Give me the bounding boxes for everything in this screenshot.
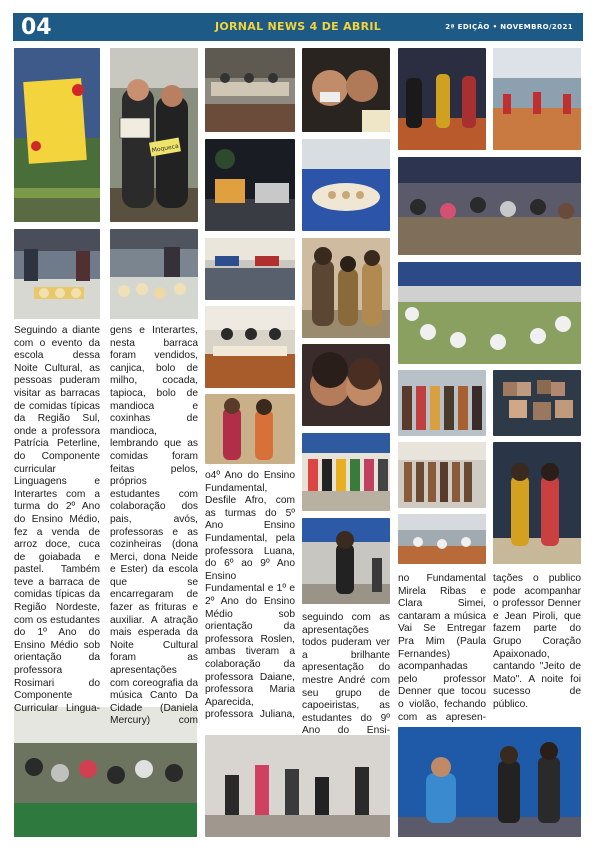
photo-food-stall-2 [110,229,198,319]
photo-bottom-singers [398,727,581,837]
photo-afro-group-1 [398,370,486,436]
article-column-3 [205,470,295,722]
photo-gym-small [398,514,486,564]
article-column-4 [302,612,390,738]
photo-two-women-sign [110,48,198,222]
page-header [13,13,583,41]
journal-title: JORNAL NEWS 4 DE ABRIL [214,20,382,33]
photo-audience-hall [205,238,295,300]
article-text-2: gens e Interartes, nesta barraca foram vendidos, canjica, bolo de milho, cocada, tapioca, bolo de mandioca e coxinhas de mandioca, lembrando que as comidas foram feitas pelos, próprios estudantes com colaboração dos pais, avós, professoras e as cozinheiras (dona Merci, dona Neide e Ester) da escola que se encarregaram de fazer as frituras e auxiliar. A atração mais esperada da Noite Cultural foram as apresentações com coreografia da música Canto Da Cidade (Daniela Mercury) com [110,325,198,727]
article-column-5 [398,573,486,724]
photo-yellow-poster [14,48,100,222]
photo-audience-wide [398,157,581,255]
photo-costumed-dancers [302,238,390,338]
photo-girls-selfie [302,48,390,132]
photo-food-trays [302,139,390,231]
photo-food-stall-1 [14,229,100,319]
photo-singer-stage [302,518,390,604]
article-text-6: tações o publico pode acompanhar o professor Denner e Jean Piroli, que fazem parte do Grupo Coração Apaixonado, cantando "Jeito de Mato". A noite foi sucesso de público. [493,573,581,710]
photo-boys-lineup [398,442,486,508]
photo-two-dancers [493,442,581,564]
photo-afro-group-blurred [493,370,581,436]
photo-event-hall [205,48,295,132]
article-text-4: seguindo com as apresentações todos puderam ver a brilhante apresentação do mestre André com seu grupo de capoeiristas, as estudantes do 9º Ano do Ensi- [302,612,390,737]
photo-capoeira-circle [398,262,581,364]
photo-gym-performance [493,48,581,150]
article-text-1: Seguindo a diante com o evento da escola dessa Noite Cultural, as pessoas puderam visitar as barracas de comidas típicas da Região Sul, onde a professora Patrícia Peterline, do Componente curricular Linguagens e Interartes com a turma do 2º Ano do Ensino Médio, fez a venda de arroz doce, cuca de goiabada e pastel. Também teve a barraca de comidas típicas da Região Nordeste, com os estudantes do 1º Ano do Ensino Médio sob orientação da professora Rosimari do Componente Curricular Lingua- [14,325,100,714]
page-number: 04 [21,15,52,40]
article-column-6 [493,573,581,712]
article-column-1 [14,325,100,715]
photo-dance-performance-1 [398,48,486,150]
photo-night-stalls [205,139,295,231]
edition-label: 2ª EDIÇÃO • NOVEMBRO/2021 [445,23,573,31]
photo-stall-table [205,306,295,388]
article-text-5: no Fundamental Mirela Ribas e Clara Simei, cantaram a música Vai Se Entregar Pra Mim (Paula Fernandes) acompanhadas pelo professor Denner que tocou o violão, fechando com as apresen- [398,573,486,723]
photo-bottom-band [205,735,390,837]
sign-label: Moqueca [151,142,180,155]
article-column-2 [110,325,198,728]
photo-two-girls-afro [205,394,295,464]
article-text-3: o4º Ano do Ensino Fundamental, Desfile Afro, com as turmas do 5º Ano Ensino Fundamental, pela professora Luana, do 6º ao 9º Ano Ensino Fundamental e 1º e 2º Ano do Ensino Médio sob orientação da professora Roslen, ambas tiveram a colaboração da professora Daiane, professora Maria Aparecida, professora Juliana, [205,470,295,721]
photo-women-portrait [302,344,390,426]
photo-group-stage [302,433,390,511]
